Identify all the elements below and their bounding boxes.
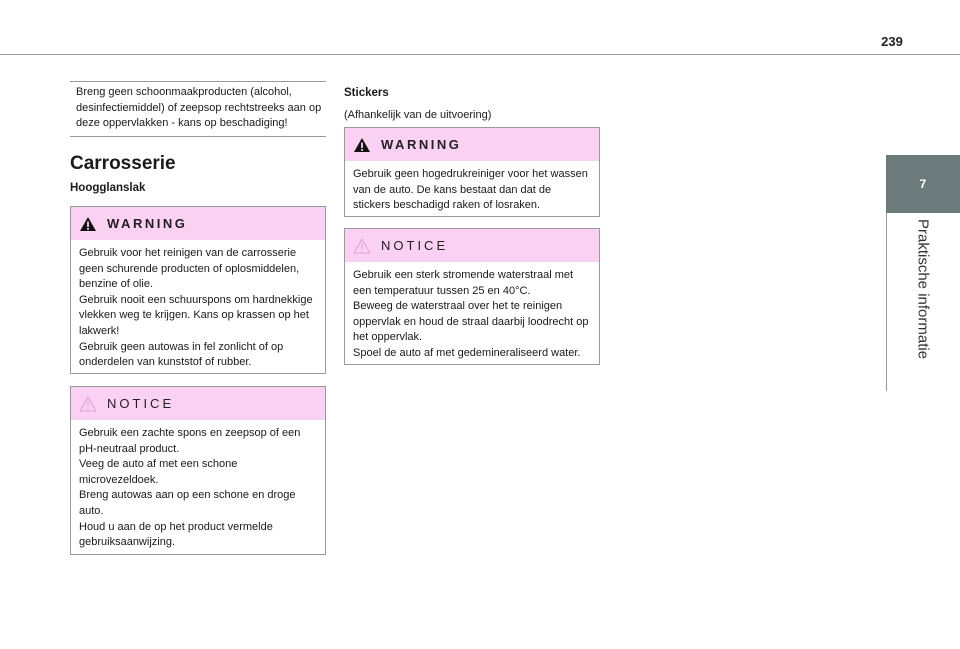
header-rule [0, 54, 960, 55]
chapter-label [886, 213, 960, 393]
notice-line: Breng autowas aan op een schone en droge auto. [79, 489, 296, 517]
chapter-tab [886, 155, 960, 213]
notice-line: Gebruik een zachte spons en zeepsop of een pH-neutraal product. [79, 427, 301, 455]
notice-box-paint [70, 386, 326, 555]
warning-triangle-filled-icon [79, 216, 97, 232]
subsection-title-hoogglanslak: Hoogglanslak [70, 182, 146, 194]
warning-label: WARNING [107, 216, 188, 231]
section-title-carrosserie: Carrosserie [70, 153, 176, 174]
notice-line: Houd u aan de op het product vermelde gebruiksaanwijzing. [79, 520, 273, 549]
warning-header [345, 128, 599, 161]
notice-box-stickers [344, 228, 600, 365]
warning-line: Gebruik nooit een schuurspons om hardnekkige vlekken weg te krijgen. Kans op krassen op het lakwerk! [79, 293, 313, 337]
warning-line: Gebruik geen autowas in fel zonlicht of op onderdelen van kunststof of rubber. [79, 340, 284, 369]
notice-line: Beweeg de waterstraal over het te reinigen oppervlak en houd de straal daarbij loodrecht op het oppervlak. [353, 300, 589, 344]
chapter-title: Praktische informatie [914, 219, 932, 360]
intro-rule-top [70, 81, 326, 82]
notice-line: Gebruik een sterk stromende waterstraal met een temperatuur tussen 25 en 40°C. [353, 269, 574, 297]
notice-header [71, 387, 325, 420]
warning-triangle-filled-icon [353, 137, 371, 153]
warning-label: WARNING [381, 137, 462, 152]
notice-header [345, 229, 599, 262]
notice-triangle-outline-icon [353, 238, 371, 254]
page-number: 239 [881, 34, 903, 49]
warning-line: Gebruik geen hogedrukreiniger voor het wassen van de auto. De kans bestaat dan dat de stickers beschadigd raken of losraken. [353, 168, 588, 212]
chapter-number: 7 [919, 177, 927, 191]
warning-box-paint [70, 206, 326, 374]
section-title-stickers: Stickers [344, 87, 389, 99]
warning-box-stickers [344, 127, 600, 217]
notice-line: Veeg de auto af met een schone microvezeldoek. [79, 458, 238, 486]
warning-header [71, 207, 325, 240]
intro-rule-bottom [70, 136, 326, 137]
stickers-subtitle: (Afhankelijk van de uitvoering) [344, 109, 492, 121]
notice-line: Spoel de auto af met gedemineraliseerd water. [353, 346, 581, 359]
intro-text: Breng geen schoonmaakproducten (alcohol, desinfectiemiddel) of zeepsop rechtstreeks aan op deze oppervlakken - kans op beschadiging! [76, 86, 322, 130]
warning-line: Gebruik voor het reinigen van de carrosserie geen schurende producten of oplosmiddelen, benzine of olie. [79, 247, 300, 291]
notice-label: NOTICE [381, 238, 449, 253]
notice-triangle-outline-icon [79, 396, 97, 412]
notice-label: NOTICE [107, 396, 175, 411]
